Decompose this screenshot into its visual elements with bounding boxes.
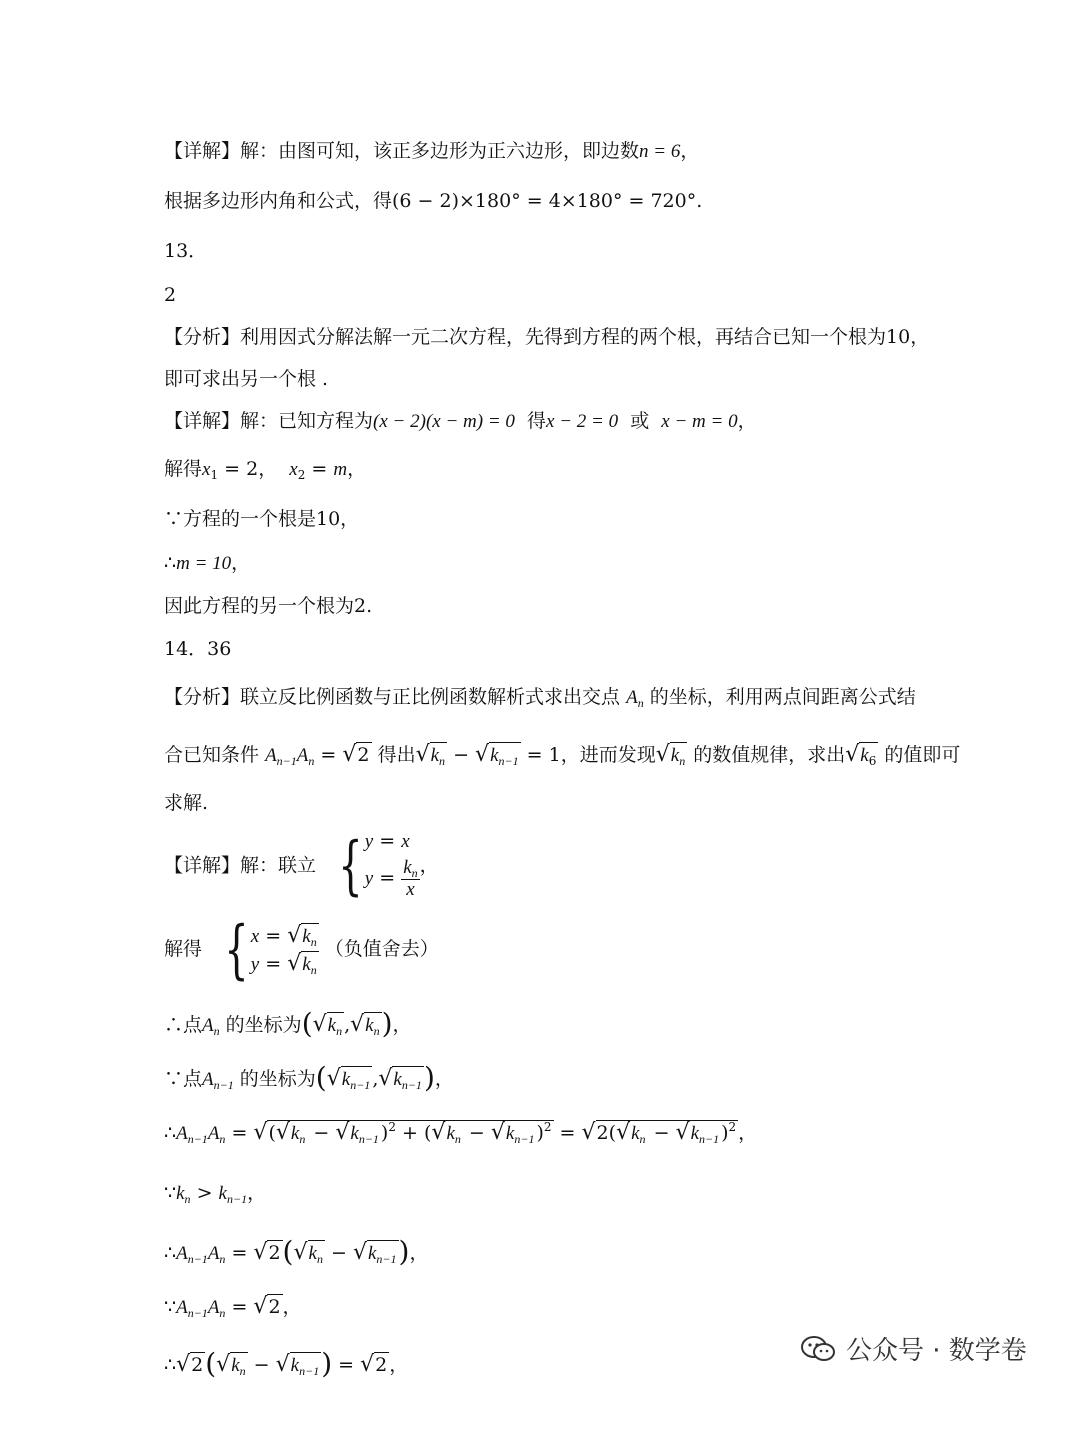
distance-formula: $\therefore A_{n-1}A_n = √(√k_n - √k_{n-1}$ )$^2 + (√k_n - √k_{n-1}$ )$^2 = √2(√k_n - √k_{n-1}$ )$^2$ ， [164, 1120, 758, 1146]
analysis-14-cont: 合已知条件 $A_{n-1}A_n = √2$ 得出$√k_n - √k_{n-1} = 1$，进而发现$√k_n$ 的数值规律，求出$√k_6$ 的值即可 [164, 742, 961, 768]
solution-system: 解得 { $x = √k_n$ $y = √k_n$ （负值舍去） [164, 913, 439, 987]
question-13-number: 13． [164, 240, 208, 262]
k-inequality: $\because k_n > k_{n-1}$， [164, 1182, 267, 1206]
analysis-tag: 【分析】 [164, 686, 241, 708]
distance-simplified: $\therefore A_{n-1}A_n = √2(√k_n - √k_{n-1})$， [164, 1235, 429, 1268]
angle-sum-line: 根据多边形内角和公式，得(6 − 2)×180° = 4×180° = 720°. [164, 190, 703, 212]
analysis-13: 【分析】利用因式分解法解一元二次方程，先得到方程的两个根，再结合已知一个根为10， [164, 326, 930, 348]
analysis-tag: 【分析】 [164, 326, 241, 348]
analysis-14: 【分析】联立反比例函数与正比例函数解析式求出交点 $A_n$ 的坐标，利用两点间距离公式结 [164, 686, 916, 710]
detail-tag: 【详解】 [164, 410, 241, 432]
detail-tag: 【详解】 [164, 140, 241, 162]
analysis-13-cont: 即可求出另一个根 . [164, 368, 329, 390]
question-14-number: 14．36 [164, 638, 232, 660]
point-an-coords: ∴点$A_n$ 的坐标为($√k_n$ $,√k_n$)， [164, 1007, 412, 1040]
watermark-label: 公众号 · 数学卷 [846, 1336, 1027, 1366]
analysis-14-end: 求解. [164, 792, 209, 814]
roots-line: 解得$x_1 = 2$， $x_2 = m$， [164, 458, 367, 482]
point-an1-coords: ∵点$A_{n-1}$ 的坐标为($√k_{n-1}$ $,√k_{n-1}$)， [164, 1061, 454, 1094]
wechat-icon [800, 1335, 836, 1363]
given-root-line: ∵方程的一个根是10， [164, 508, 360, 530]
conclusion-13: 因此方程的另一个根为2. [164, 595, 373, 617]
watermark [800, 1330, 1027, 1367]
detail-tag: 【详解】 [164, 854, 241, 877]
question-13-answer: 2 [164, 284, 177, 306]
system-of-equations: 【详解】解：联立 { y = x y = $\frac{k_n}{x}$ ， [164, 829, 439, 904]
m-value-line: ∴m = 10， [164, 552, 251, 574]
given-distance: $\because A_{n-1}A_n = √2$ ， [164, 1294, 302, 1320]
detail-13-equation: 【详解】解：已知方程为(x − 2)(x − m) = 0 得x − 2 = 0 或 x − m = 0， [164, 410, 757, 432]
equation-result: $\therefore√2(√k_n - √k_{n-1}) = √2$ ， [164, 1347, 409, 1380]
detail-line-polygon: 【详解】解：由图可知，该正多边形为正六边形，即边数n = 6， [164, 140, 700, 162]
